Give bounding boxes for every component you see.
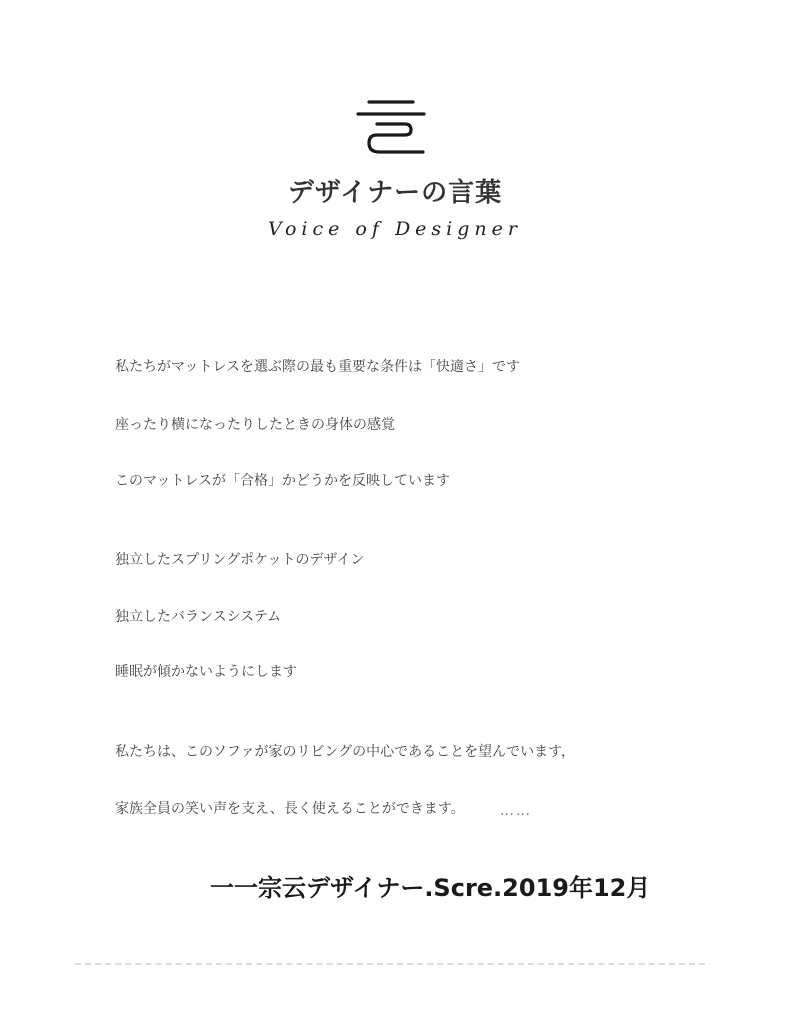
paragraph-line: このマットレスが「合格」かどうかを反映しています [115, 473, 451, 489]
paragraph-line: 私たちがマットレスを選ぶ際の最も重要な条件は「快適さ」です [115, 359, 521, 375]
paragraph-line: 家族全員の笑い声を支え、長く使えることができます。 [115, 801, 465, 817]
page-title: デザイナーの言葉 [287, 178, 503, 208]
paragraph-line: 独立したスプリングポケットのデザイン [115, 552, 365, 568]
dashed-divider [75, 963, 705, 965]
paragraph-line: 独立したバランスシステム [115, 609, 282, 625]
designer-signature: 一一宗云デザイナー.Scre.2019年12月 [210, 874, 651, 902]
paragraph-line: 私たちは、このソファが家のリビングの中心であることを望んでいます， [115, 744, 576, 760]
trailing-dots: …… [500, 803, 532, 819]
speech-logo-icon [355, 98, 427, 156]
page-subtitle: Voice of Designer [268, 218, 522, 240]
paragraph-line: 睡眠が傾かないようにします [115, 664, 297, 680]
paragraph-line: 座ったり横になったりしたときの身体の感覚 [115, 417, 395, 433]
